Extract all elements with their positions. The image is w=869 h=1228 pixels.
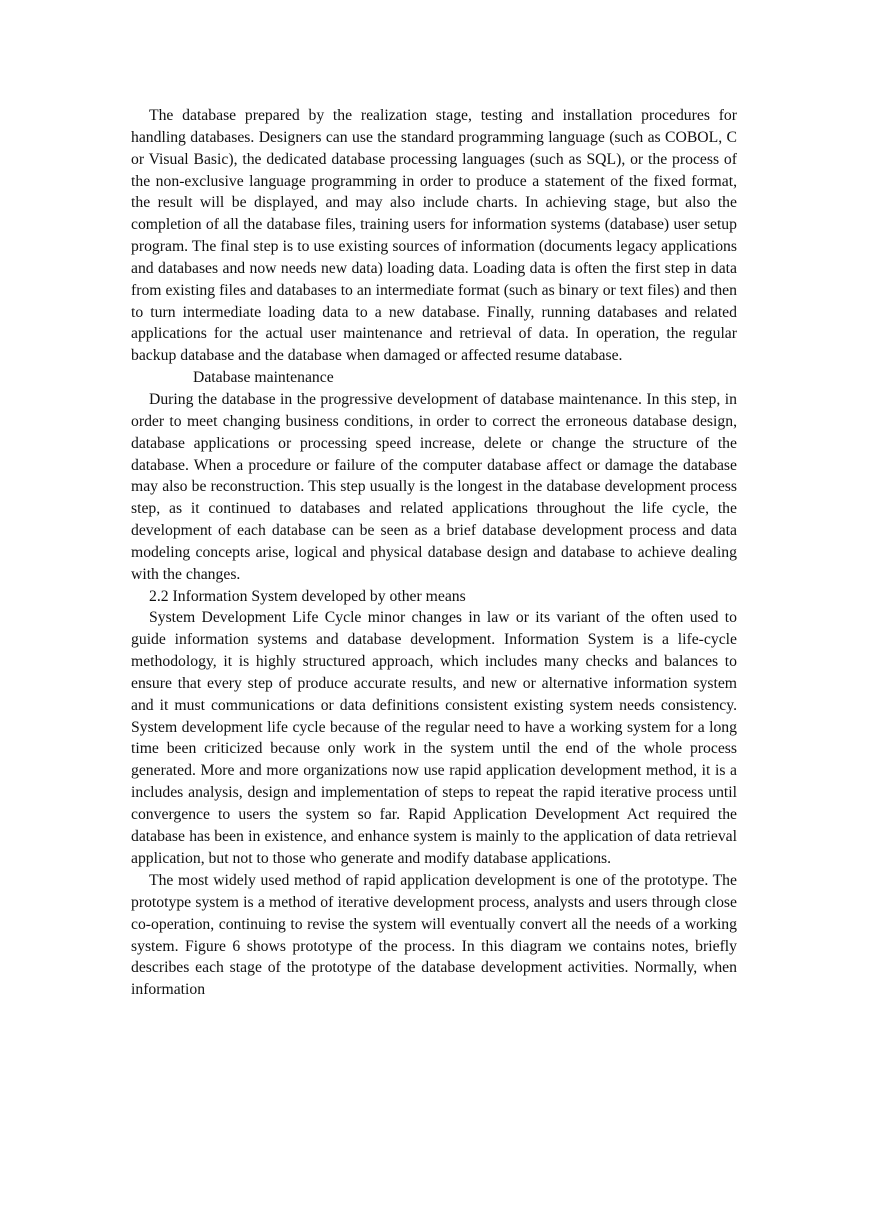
section-heading-2-2: 2.2 Information System developed by other means — [149, 587, 466, 605]
paragraph-maintenance: During the database in the progressive development of database maintenance. In this step, in order to meet changing business conditions, in order to correct the erroneous database design, database applications or processing speed increase, delete or change the structure of the database. When a procedure or failure of the computer database affect or damage the database may also be reconstruction. This step usually is the longest in the database development process step, as it continued to databases and related applications throughout the life cycle, the development of each database can be seen as a brief database development process and data modeling concepts arise, logical and physical database design and database to achieve dealing with the changes. — [131, 390, 737, 583]
document-page — [131, 105, 737, 1001]
section-heading-database-maintenance: Database maintenance — [193, 369, 334, 387]
paragraph-sdlc: System Development Life Cycle minor changes in law or its variant of the often used to guide information systems and database development. Information System is a life-cycle methodology, it is highly structured approach, which includes many checks and balances to ensure that every step of produce accurate results, and new or alternative information system and it must communications or data definitions consistent existing system needs consistency. System development life cycle because of the regular need to have a working system for a long time been criticized because only work in the system until the end of the whole process generated. More and more organizations now use rapid application development method, it is a includes analysis, design and implementation of steps to repeat the rapid iterative process until convergence to users the system so far. Rapid Application Development Act required the database has been in existence, and enhance system is mainly to the application of data retrieval application, but not to those who generate and modify database applications. — [131, 609, 737, 867]
paragraph-implementation: The database prepared by the realization stage, testing and installation procedures for handling databases. Designers can use the standard programming language (such as COBOL, C or Visual Basic), the dedicated database processing languages (such as SQL), or the process of the non-exclusive language programming in order to produce a statement of the fixed format, the result will be displayed, and may also include charts. In achieving stage, but also the completion of all the database files, training users for information systems (database) user setup program. The final step is to use existing sources of information (documents legacy applications and databases and now needs new data) loading data. Loading data is often the first step in data from existing files and databases to an intermediate format (such as binary or text files) and then to turn intermediate loading data to a new database. Finally, running databases and related applications for the actual user maintenance and retrieval of data. In operation, the regular backup database and the database when damaged or affected resume database. — [131, 107, 737, 365]
paragraph-prototype: The most widely used method of rapid application development is one of the prototype. The prototype system is a method of iterative development process, analysts and users through close co-operation, continuing to revise the system will eventually convert all the needs of a working system. Figure 6 shows prototype of the process. In this diagram we contains notes, briefly describes each stage of the prototype of the database development activities. Normally, when information — [131, 872, 737, 999]
